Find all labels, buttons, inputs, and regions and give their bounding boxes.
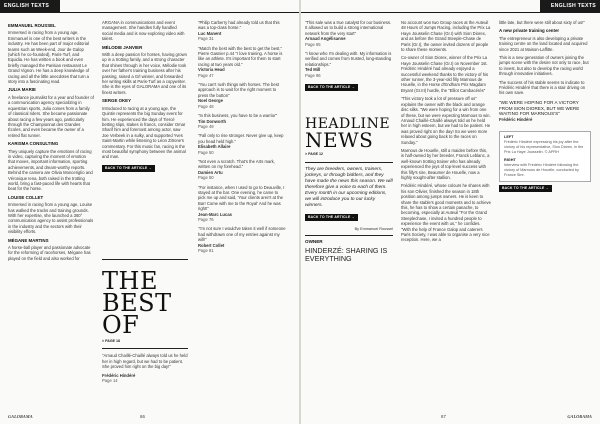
headline-title-line1: HEADLINE bbox=[305, 116, 391, 133]
quote-attribution: Tim Donworth bbox=[198, 118, 227, 124]
page-number: 86 bbox=[140, 414, 145, 419]
quote-page-ref: Page 76 bbox=[198, 217, 214, 222]
quote-text: "I know who I'm dealing with. My information is verified and comes from trusted, long-standing relationships." bbox=[305, 51, 392, 67]
article-paragraph: Frédéric Hindéré, whose colours he shares with his son Olivier, finished the season in 18th position among jumps owners. He is keen to share the stable's good moments and to achieve this, he has to show a certain panache, to becoming, especially at Auteuil "For the Grand Steeplechase, I invited a hundred people to experience the event with us," he confides. "With the help of France Galop and caterers Paris Society, I was able to organise a very nice reception. Here, we a bbox=[401, 183, 491, 243]
contributors-column-1 bbox=[8, 20, 94, 264]
quote-text: "Fall only to rise stronger. Never give up, keep you head held high." bbox=[198, 133, 284, 144]
quote-attribution: Frédéric Hindéré bbox=[102, 372, 136, 378]
article-paragraph: This is a new generation of owners joining the jumps scene with the desire not only to race, but to invest, but also to develop the racing world through innovative initiatives. bbox=[499, 55, 589, 77]
caption-label-right: RIGHT bbox=[504, 157, 516, 162]
page-number: 87 bbox=[441, 414, 446, 419]
quote-attribution: Victoria Head bbox=[198, 67, 225, 73]
contributor-name: JULIA MARIE bbox=[8, 87, 36, 93]
contributor-bio: A freelance journalist for a year and founder of a communication agency specializing in equestrian sports, Julia comes from a family of classical riders. She became passionate about racing a few years ago, particularly through the Championnat des Grandes Écoles, and even became the owner of a retired flat runner. bbox=[8, 94, 94, 138]
article-paragraph: little late, but there were still about sixty of us!" bbox=[499, 20, 585, 25]
quote-attribution: Ted Mill bbox=[305, 67, 321, 73]
article-paragraph: The success of his stable seems to indicate to Frédéric Hindéré that there is a stair driving on his own save. bbox=[499, 79, 586, 96]
section-tag-right: ENGLISH TEXTS bbox=[540, 0, 600, 12]
quote-attribution: Robert Collet bbox=[198, 242, 225, 248]
contributor-name: KARISMA CONSULTING bbox=[8, 141, 59, 147]
contributor-bio: They uniquely capture the emotions of racing in video, capturing the moment of emotion that moves, important information, sporting achievements, and dream-worthy reports. Behind the camera are Olivia Monceriglio and Véronique Iena, both raised in the trotting world, bring a fast-paced life with hearts that beat for the horse. bbox=[8, 148, 93, 192]
quote-attribution: Damien Artu bbox=[198, 169, 223, 175]
quote-page-ref: Page 81 bbox=[198, 248, 214, 254]
right-page bbox=[301, 0, 600, 424]
quote-text: "You can't rush things with horses. The best approach is to wait for the right moment to press the button" bbox=[198, 82, 279, 98]
contributor-bio: ARGANA in communications and event management. She handles fully handled social media and is now exploring video with talent. bbox=[102, 20, 185, 42]
divider bbox=[102, 348, 188, 349]
article-title: HINDERZÉ: SHARING IS EVERYTHING bbox=[305, 246, 388, 263]
pull-quote-attribution: Frédéric Hindéré bbox=[499, 117, 533, 123]
headline-column bbox=[305, 20, 393, 262]
quote-page-ref: Page 47 bbox=[198, 72, 214, 78]
article-paragraph: The entrepreneur is also developing a private training centre on the land located and acquired since 2021 at Maison-Laffitte. bbox=[499, 35, 588, 52]
quote-text: "I'm not sure I would've taken it well if someone had withdrawn one of my entries against my will!" bbox=[198, 226, 286, 243]
quote-page-ref: Page 31 bbox=[198, 36, 214, 42]
quote-text: "Not even a scratch. That's the Arts mark, written on my forehead." bbox=[198, 158, 275, 170]
header-rule bbox=[301, 12, 600, 13]
left-page bbox=[0, 0, 299, 424]
footer-brand: GALORAMA bbox=[567, 414, 592, 419]
article-body-column bbox=[401, 20, 491, 246]
quote-page-ref: Page 14 bbox=[102, 378, 118, 384]
divider bbox=[102, 259, 188, 260]
quote-text: "For instance, when I used to go to Deauville, I stayed at the bar. One evening, he came to pick me up and said, 'Your clients aren't at the Bar! Come with me to the Royal' And he was right!" bbox=[198, 184, 285, 212]
quote-page-ref: Page 48 bbox=[198, 103, 214, 109]
article-side-column bbox=[499, 20, 591, 196]
article-paragraph: Co-owner of Sion Diorex, winner of the Prix La Haye Jousselin Chase (Gr.I) on November 1st. Frédéric Hindéré had already enjoyed a successful weekend thanks to the victory of his other runner, the 3-year-old filly Marnous de Houelle, in the Horse d'Endham Prix Magdam Bryant (Gr.III) hurdle, the "Elliot Cambacérès" bbox=[401, 55, 489, 93]
caption-left: Frédéric Hindéré expressing his joy after the victory of his representative, Sion Diorex, in the Prix La Haye Jousselin. © APRH bbox=[504, 139, 584, 154]
contributor-bio: With a deep passion for horses, having grown up in a trotting family, and a strong character that shines through in her voice, Mélodie took over her father's training business after his passing, raised a Grl winner, and forwarded her writing skills at Paris-Turf as a copywriter. She is the eyes of GALORAMA and one of its finest writers. bbox=[102, 52, 187, 95]
quote-page-ref: Page 65 bbox=[305, 41, 321, 47]
header-rule bbox=[0, 12, 299, 13]
contributor-name: EMMANUEL ROUSSEL bbox=[8, 23, 56, 28]
quote-attribution: Noel George bbox=[198, 98, 223, 104]
divider bbox=[305, 162, 393, 163]
quote-attribution: Elisabeth Allaire bbox=[198, 144, 231, 150]
article-paragraph: Marnous de Houelle, still a maiden before this, is half-owned by her breeder, Franck Leblanc, a well-known trotting trainer who has already experienced the joys of top-level success with this filly's sire, Beaumer de Houelle, now a highly sought-after stallion. bbox=[401, 147, 490, 180]
quote-text: "Arnaud Chaillé-Chaillé always told us he held her in high regard, but we had to be patient. She proved him right on the big day!" bbox=[102, 353, 188, 370]
quote-text: "Match the best with the best to get the best." Pierre Gasnier p.44 "I love training. A horse is like an athlete. It's important for them to start racing at two years old." bbox=[198, 45, 283, 67]
quote-attribution: Jean-Marc Lucas bbox=[198, 211, 232, 217]
headline-title-line2: NEWS bbox=[305, 128, 374, 153]
quote-text: "In this business, you have to be a warrior" bbox=[198, 113, 278, 119]
contributor-bio: A horse-ball player and passionate advocate for the reforming of racehorses, Mégane has played on the field and also worked for bbox=[8, 245, 91, 261]
quote-text: "This sale was a true catalyst for our business. It allowed us to build a strong international network from the very start" bbox=[305, 20, 392, 36]
headline-intro: They are breeders, owners, trainers, jockeys, or through bidders, and they have made the news this season. We will therefore give a voice to each of them. Every month in our upcoming editions, we will introduce you to our lucky winners. bbox=[305, 166, 393, 208]
contributor-name: LOUISE COLLET bbox=[8, 194, 44, 200]
quote-attribution: Luc Manent bbox=[198, 30, 222, 36]
divider bbox=[305, 235, 393, 236]
article-paragraph: "This victory took a lot of pressure off us" explains the owner with the black and orange disc silks. "We were hoping for a win from one of these, but we were expecting Marnous to win. Arnaud Chaillé-Chaillé always told us he held her in high esteem, but we had to be patient. He was proved right on the day! So we were more relaxed about going back to the races on Sunday." bbox=[401, 96, 491, 145]
photo-caption-box bbox=[499, 131, 591, 182]
back-to-article-button[interactable]: BACK TO THE ARTICLE → bbox=[305, 84, 358, 91]
quote-page-ref: Page 50 bbox=[198, 149, 214, 155]
back-to-article-button[interactable]: BACK TO THE ARTICLE → bbox=[102, 165, 155, 172]
contributor-bio: Introduced to racing at a young age, the Quintin represents the big Sunday event for him. He experienced the days of Tiercé betting slips, stakes in francs, consider Omar Sharif him and foremost among actor, saw Joe Verbeek in a sulky, and supported Yves Saint-Martin while listening to Léon Zitrone's commentary. For this music fan, racing is the most beautiful symphony between the animal and man. bbox=[102, 105, 186, 160]
quotes-column bbox=[198, 20, 286, 257]
section-label: OWNER bbox=[305, 238, 323, 244]
contributor-bio: Immersed in racing from a young age, Emmanuel is one of the best writers in the industry. He has been part of major editorial teams such as Week-end, Jour de Galop (which he co-founded), Paris-Turf, and Equidia. He has written a book and even briefly managed the Parisian restaurant Le Grand Vignon. He has a deep knowledge of racing and all the little anecdotes that turn a story into a fascinating read. bbox=[8, 30, 90, 85]
byline: By Emmanuel Roussel bbox=[354, 227, 393, 232]
page-reference[interactable]: > PAGE 18 bbox=[102, 339, 121, 343]
back-to-article-button[interactable]: BACK TO THE ARTICLE → bbox=[499, 185, 552, 192]
article-paragraph: No account won two Group races at the Auteuil 48 Hours of Jumps Racing, including the Prix La Haye Jousselin Chase (Gr.I) with Sion Diorex, and as before the Grand Steeple-Chase de Paris (Gr.I), the owner invited dozens of people to share these moments. bbox=[401, 20, 491, 53]
caption-right: Interview with Frédéric Hindéré following the victory of Marnous de Houelle, conducted by France Sire. bbox=[504, 162, 579, 177]
caption-label-left: LEFT bbox=[504, 134, 514, 139]
page-reference[interactable]: > PAGE 12 bbox=[305, 152, 324, 157]
quote-text: "Philip Carberry had already told us that this was a top-class horse." bbox=[198, 20, 280, 31]
contributors-column-2 bbox=[102, 20, 188, 384]
quote-page-ref: Page 96 bbox=[305, 72, 321, 78]
subheading: A new private training center bbox=[499, 28, 560, 34]
quote-attribution: Arnaud Angélisanne bbox=[305, 36, 346, 42]
quote-page-ref: Page 50 bbox=[198, 175, 214, 181]
best-of-title: THE BEST OF bbox=[102, 267, 172, 339]
footer-brand: GALORAMA bbox=[8, 414, 33, 419]
section-tag-left: ENGLISH TEXTS bbox=[0, 0, 60, 12]
contributor-bio: Immersed in racing from a young age, Louise has walked the tracks and training grounds. With her expertise, she launched a 360° communication agency to assist professionals in the industry and the sectors with their visibility efforts. bbox=[8, 202, 94, 235]
pull-quote: "WE WERE HOPING FOR A VICTORY FROM SION DIOREX, BUT WE WERE WAITING FOR MARNOUS'S" bbox=[499, 99, 580, 117]
contributor-name: MÉLODIE JANVIER bbox=[102, 44, 143, 50]
back-to-article-button[interactable]: BACK TO THE ARTICLE → bbox=[305, 214, 358, 221]
quote-page-ref: Page 49 bbox=[198, 123, 214, 129]
contributor-name: SERGE OKEY bbox=[102, 98, 132, 104]
contributor-name: MÉGANE MARTINS bbox=[8, 237, 49, 243]
